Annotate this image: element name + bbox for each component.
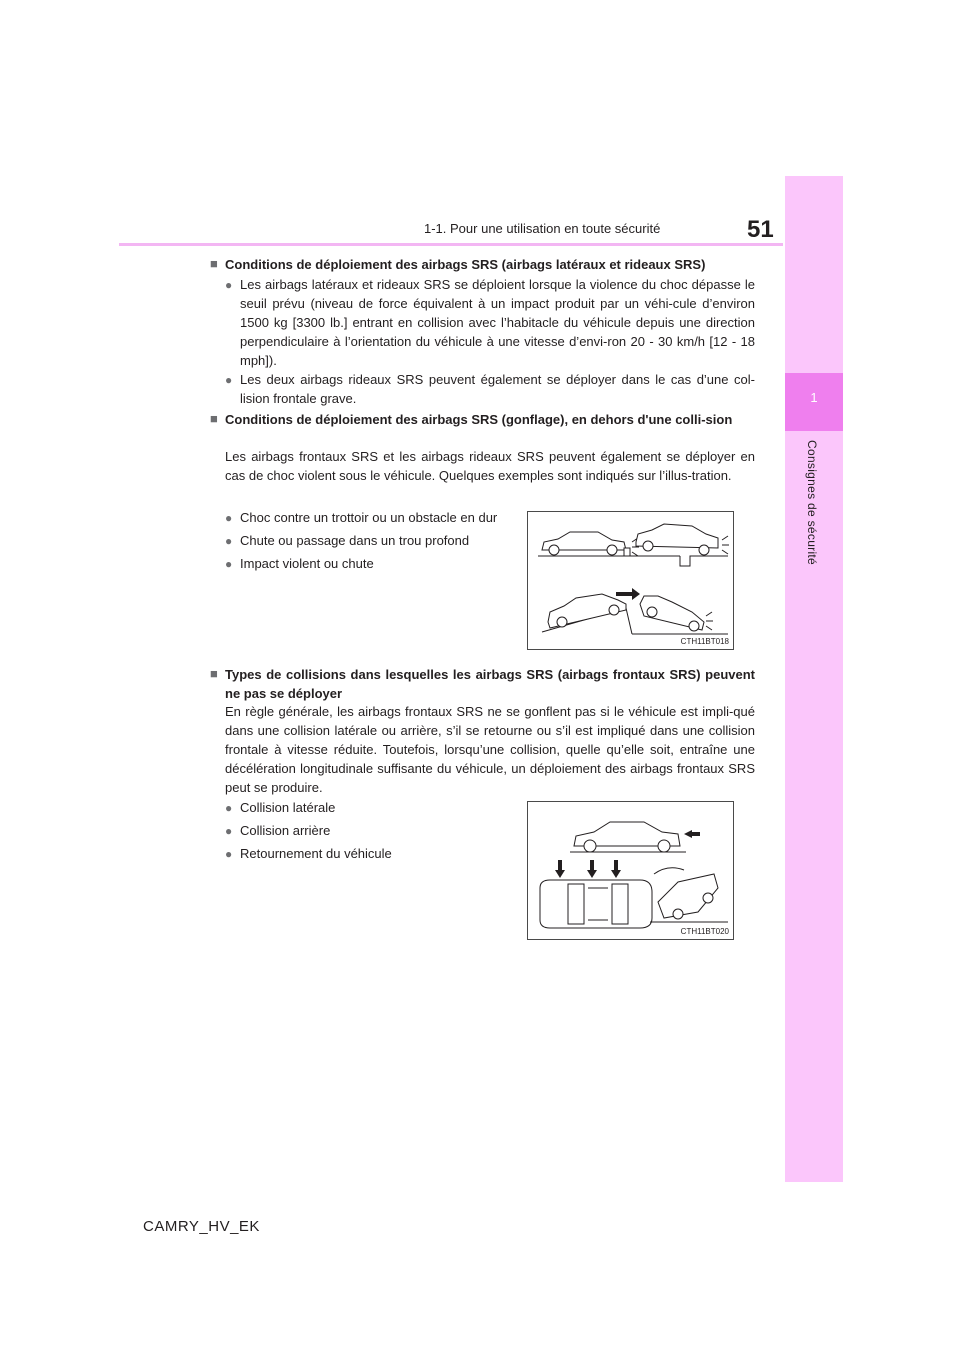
bullet-icon: ● bbox=[225, 534, 233, 548]
bullet-icon: ● bbox=[225, 373, 233, 387]
bullet-icon: ● bbox=[225, 847, 233, 861]
section-heading: Conditions de déploiement des airbags SRS (gonflage), en dehors d'une colli-sion bbox=[225, 412, 733, 427]
header-rule bbox=[119, 243, 783, 246]
bullet-text: Collision arrière bbox=[240, 823, 331, 838]
non-deployment-drawing bbox=[528, 802, 733, 939]
illustration-underbody-impact bbox=[527, 511, 734, 650]
bullet-text: Chute ou passage dans un trou profond bbox=[240, 533, 470, 548]
bullet-icon: ● bbox=[225, 801, 233, 815]
bullet-icon: ● bbox=[225, 557, 233, 571]
bullet-text: Les deux airbags rideaux SRS peuvent également se déployer dans le cas d’une col-lision frontale grave. bbox=[240, 372, 755, 406]
illustration-non-deployment bbox=[527, 801, 734, 940]
chapter-title: 1-1. Pour une utilisation en toute sécurité bbox=[424, 221, 661, 236]
bullet-icon: ● bbox=[225, 278, 233, 292]
section-marker-icon: ■ bbox=[210, 666, 218, 681]
underbody-impact-drawing bbox=[528, 512, 733, 649]
figure-code: CTH11BT018 bbox=[680, 637, 729, 646]
bullet-text: Collision latérale bbox=[240, 800, 336, 815]
bullet-text: Impact violent ou chute bbox=[240, 556, 374, 571]
section-marker-icon: ■ bbox=[210, 256, 218, 271]
bullet-text: Retournement du véhicule bbox=[240, 846, 392, 861]
bullet-text: Choc contre un trottoir ou un obstacle en dur bbox=[240, 510, 498, 525]
section-text: En règle générale, les airbags frontaux SRS ne se gonflent pas si le véhicule est impli-qué dans une collision latérale ou arrière, s’il se retourne ou s’il est impliqué dans une collision frontale à vitesse réduite. Toutefois, lorsqu’une collision, quelle qu’elle soit, entraîne une décélération longitudinale suffisante du véhicule, un déploiement des airbags frontaux SRS peut se produire. bbox=[225, 704, 755, 795]
section-heading: Types de collisions dans lesquelles les airbags SRS (airbags frontaux SRS) peuvent ne pas se déployer bbox=[225, 667, 755, 701]
bullet-icon: ● bbox=[225, 511, 233, 525]
bullet-icon: ● bbox=[225, 824, 233, 838]
figure-code: CTH11BT020 bbox=[680, 927, 729, 936]
section-heading: Conditions de déploiement des airbags SRS (airbags latéraux et rideaux SRS) bbox=[225, 257, 706, 272]
section-marker-icon: ■ bbox=[210, 411, 218, 426]
page-number: 51 bbox=[747, 216, 774, 243]
bullet-text: Les airbags latéraux et rideaux SRS se déploient lorsque la violence du choc dépasse le seuil prévu (niveau de force équivalent à un impact produit par un véhi-cule d’environ 1500 kg [3300 lb.] entrant en collision avec l’habitacle du véhicule depuis une direction perpendiculaire à l’orientation du véhicule à une vitesse d’envi-ron 20 - 30 km/h [12 - 18 mph]). bbox=[240, 277, 755, 368]
side-tab bbox=[785, 176, 843, 1182]
side-tab-label: Consignes de sécurité bbox=[805, 440, 819, 566]
section-text: Les airbags frontaux SRS et les airbags rideaux SRS peuvent également se déployer en cas de choc violent sous le véhicule. Quelques exemples sont indiqués sur l’illus-tration. bbox=[225, 449, 755, 483]
side-tab-number: 1 bbox=[785, 373, 843, 431]
document-code: CAMRY_HV_EK bbox=[143, 1218, 260, 1235]
